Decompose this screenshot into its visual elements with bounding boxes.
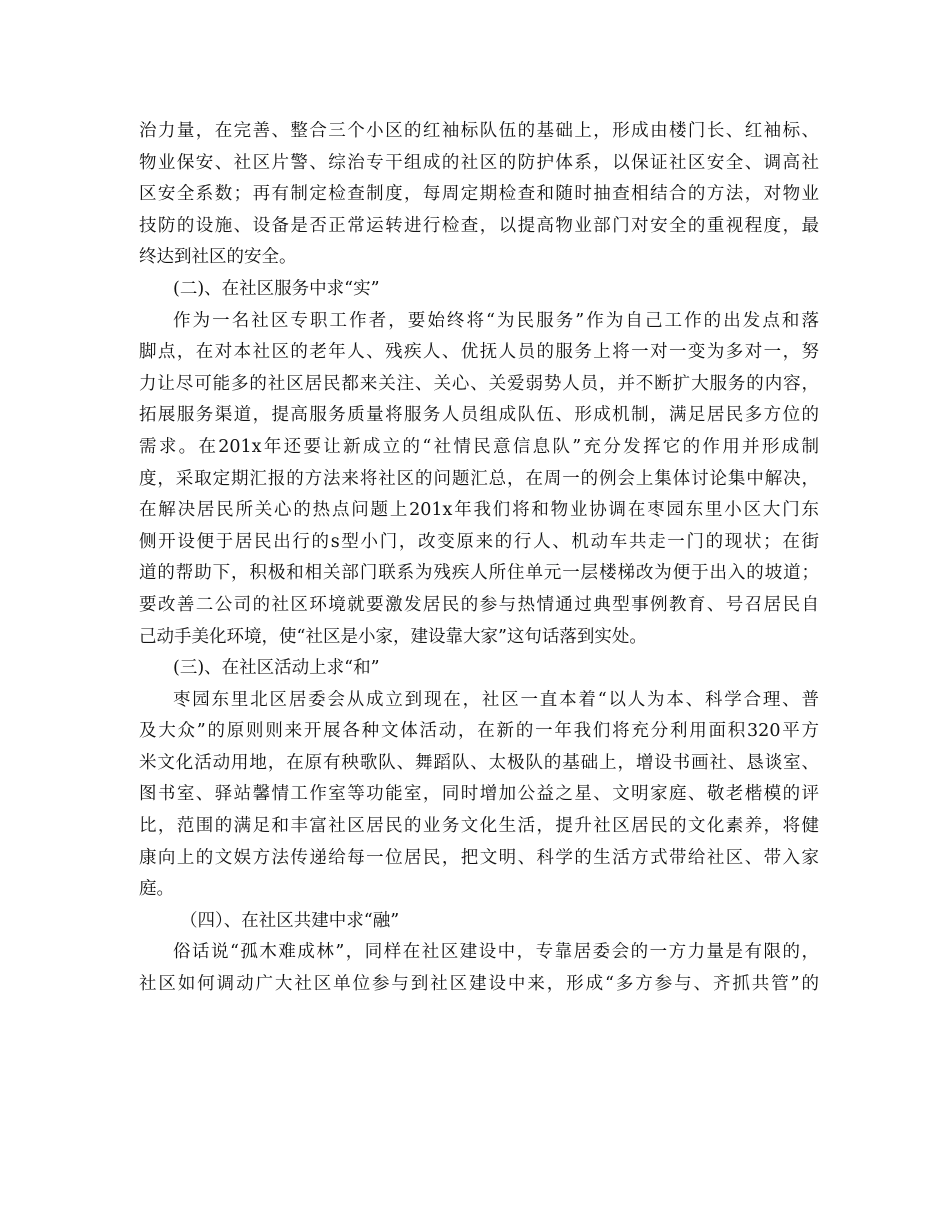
body-line: 区安全系数；再有制定检查制度，每周定期检查和随时抽查相结合的方法，对物业	[139, 184, 819, 205]
document-body	[139, 116, 819, 1001]
body-line: 拓展服务渠道，提高服务质量将服务人员组成队伍、形成机制，满足居民多方位的	[139, 405, 819, 426]
body-line: 治力量，在完善、整合三个小区的红袖标队伍的基础上，形成由楼门长、红袖标、	[139, 121, 819, 141]
body-line: 终达到社区的安全。	[139, 247, 297, 268]
body-line: 图书室、驿站馨情工作室等功能室，同时增加公益之星、文明家庭、敬老楷模的评	[139, 784, 819, 805]
body-line: 要改善二公司的社区环境就要激发居民的参与热情通过典型事例教育、号召居民自	[139, 594, 819, 615]
body-line: 在解决居民所关心的热点问题上201x年我们将和物业协调在枣园东里小区大门东	[139, 500, 819, 521]
body-line: 侧开设便于居民出行的s型小门，改变原来的行人、机动车共走一门的现状；在街	[139, 531, 819, 552]
body-line: 道的帮助下，积极和相关部门联系为残疾人所住单元一层楼梯改为便于出入的坡道；	[139, 563, 819, 584]
body-line: 米文化活动用地，在原有秧歌队、舞蹈队、太极队的基础上，增设书画社、恳谈室、	[139, 752, 819, 773]
body-line: 力让尽可能多的社区居民都来关注、关心、关爱弱势人员，并不断扩大服务的内容，	[139, 373, 819, 394]
body-line: 脚点，在对本社区的老年人、残疾人、优抚人员的服务上将一对一变为多对一，努	[139, 342, 819, 363]
body-line: 庭。	[139, 879, 174, 900]
body-line: 比，范围的满足和丰富社区居民的业务文化生活，提升社区居民的文化素养，将健	[139, 816, 819, 837]
body-line: 需求。在201x年还要让新成立的“社情民意信息队”充分发挥它的作用并形成制	[139, 436, 819, 457]
body-line: 及大众”的原则则来开展各种文体活动，在新的一年我们将充分利用面积320平方	[139, 721, 819, 742]
section-heading-2: (二)、在社区服务中求“实”	[173, 278, 380, 299]
body-line: 俗话说“孤木难成林”，同样在社区建设中，专靠居委会的一方力量是有限的，	[173, 942, 819, 963]
body-line: 社区如何调动广大社区单位参与到社区建设中来，形成“多方参与、齐抓共管”的	[139, 974, 819, 995]
body-line: 技防的设施、设备是否正常运转进行检查，以提高物业部门对安全的重视程度，最	[139, 215, 819, 236]
section-heading-4: （四）、在社区共建中求“融”	[180, 910, 400, 931]
body-line: 枣园东里北区居委会从成立到现在，社区一直本着“以人为本、科学合理、普	[173, 689, 819, 710]
body-line: 度，采取定期汇报的方法来将社区的问题汇总，在周一的例会上集体讨论集中解决，	[139, 468, 819, 489]
body-line: 物业保安、社区片警、综治专干组成的社区的防护体系，以保证社区安全、调高社	[139, 152, 819, 173]
section-heading-3: (三)、在社区活动上求“和”	[173, 658, 380, 679]
body-line: 康向上的文娱方法传递给每一位居民，把文明、科学的生活方式带给社区、带入家	[139, 847, 819, 868]
body-line: 己动手美化环境，使“社区是小家，建设靠大家”这句话落到实处。	[139, 626, 647, 647]
body-line: 作为一名社区专职工作者，要始终将“为民服务”作为自己工作的出发点和落	[173, 310, 819, 331]
